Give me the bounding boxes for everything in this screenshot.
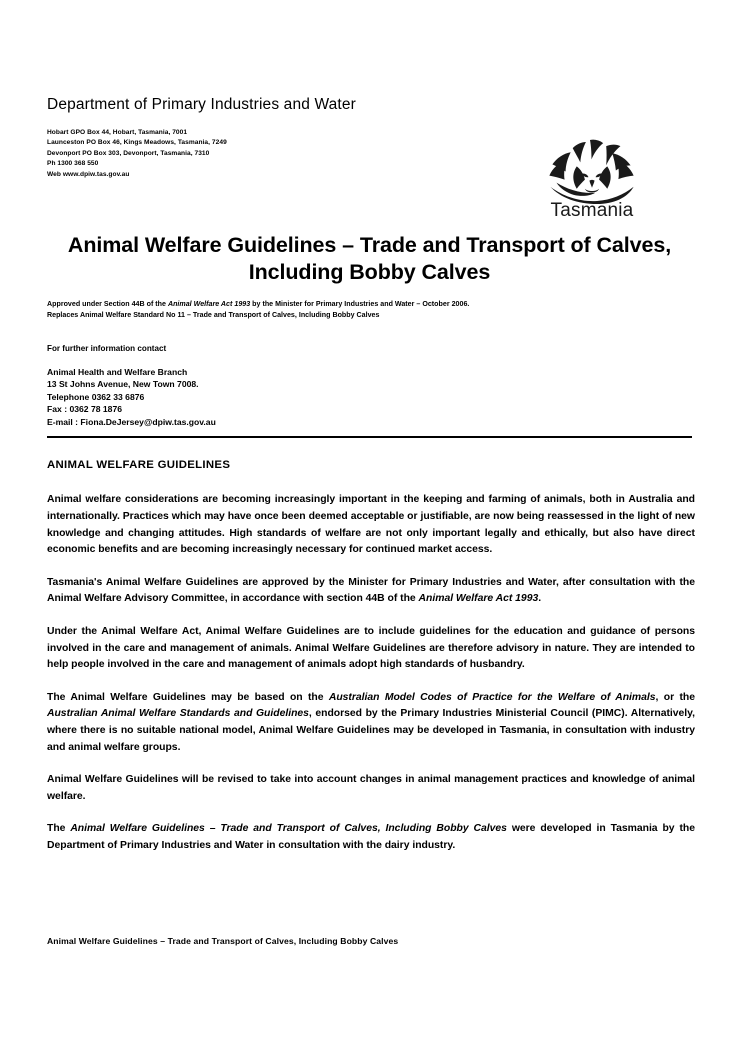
paragraph-4-standards-citation: Australian Animal Welfare Standards and Guidelines bbox=[47, 708, 309, 720]
office-address-block bbox=[47, 128, 227, 180]
paragraph-6 bbox=[47, 821, 695, 855]
approval-line-2: Replaces Animal Welfare Standard No 11 – Trade and Transport of Calves, Including Bobby Calves bbox=[47, 311, 380, 320]
paragraph-6-text-a: The bbox=[47, 823, 71, 835]
paragraph-4-text-c: , endorsed by the Primary Industries Ministerial Council (PIMC). Alternatively, where there is no suitable national model, Animal Welfare Guidelines may be developed in Tasmania, in consultation with industry and animal welfare groups. bbox=[47, 708, 695, 754]
paragraph-2-text-b: . bbox=[538, 593, 542, 605]
address-line-web: Web www.dpiw.tas.gov.au bbox=[47, 170, 130, 178]
approval-text-b: by the Minister for Primary Industries and Water – October 2006. bbox=[250, 300, 470, 308]
tasmania-brand-devil-icon bbox=[541, 138, 643, 204]
paragraph-2-act-citation: Animal Welfare Act 1993 bbox=[418, 593, 539, 605]
address-line-phone: Ph 1300 368 550 bbox=[47, 160, 99, 168]
paragraph-1: Animal welfare considerations are becoming increasingly important in the keeping and farming of animals, both in Australia and internationally. Practices which may have once been deemed acceptable or justifiable, are now being reassessed in the light of new knowledge and changing attitudes. High standards of welfare are not only important legally and ethically, but also have direct economic benefits and are becoming increasingly necessary for continued market access. bbox=[47, 494, 695, 556]
paragraph-2 bbox=[47, 575, 695, 609]
document-title: Animal Welfare Guidelines – Trade and Transport of Calves, Including Bobby Calves bbox=[67, 233, 672, 284]
paragraph-6-guidelines-citation: Animal Welfare Guidelines – Trade and Transport of Calves, Including Bobby Calves bbox=[70, 823, 507, 835]
department-title: Department of Primary Industries and Water bbox=[47, 96, 356, 113]
approval-line-1 bbox=[47, 299, 695, 310]
page-footer: Animal Welfare Guidelines – Trade and Transport of Calves, Including Bobby Calves bbox=[47, 936, 399, 946]
contact-details bbox=[47, 366, 216, 428]
address-line-launceston: Launceston PO Box 46, Kings Meadows, Tasmania, 7249 bbox=[47, 139, 227, 147]
contact-fax: Fax : 0362 78 1876 bbox=[47, 404, 123, 415]
contact-street-address: 13 St Johns Avenue, New Town 7008. bbox=[47, 379, 199, 390]
paragraph-4 bbox=[47, 690, 695, 757]
paragraph-5: Animal Welfare Guidelines will be revised to take into account changes in animal management practices and knowledge of animal welfare. bbox=[47, 774, 695, 803]
horizontal-divider bbox=[47, 436, 692, 438]
address-line-devonport: Devonport PO Box 303, Devonport, Tasmania, 7310 bbox=[47, 149, 210, 157]
section-heading: ANIMAL WELFARE GUIDELINES bbox=[47, 459, 231, 471]
approval-act-citation: Animal Welfare Act 1993 bbox=[167, 300, 251, 308]
tasmania-logo bbox=[527, 138, 657, 230]
contact-telephone: Telephone 0362 33 6876 bbox=[47, 391, 145, 402]
paragraph-4-text-a: The Animal Welfare Guidelines may be based on the bbox=[47, 691, 329, 703]
paragraph-4-text-b: , or the bbox=[655, 691, 695, 703]
contact-lead-label: For further information contact bbox=[47, 344, 167, 353]
tasmania-wordmark: Tasmania bbox=[550, 200, 634, 221]
approval-note bbox=[47, 299, 695, 322]
body-content bbox=[47, 492, 695, 855]
paragraph-6-text-b: were developed in Tasmania by the Department of Primary Industries and Water in consultation with the dairy industry. bbox=[47, 823, 696, 852]
contact-branch: Animal Health and Welfare Branch bbox=[47, 367, 188, 377]
approval-text-a: Approved under Section 44B of the bbox=[47, 300, 168, 308]
paragraph-3: Under the Animal Welfare Act, Animal Welfare Guidelines are to include guidelines for the education and guidance of persons involved in the care and management of animals. Animal Welfare Guidelines are therefore advisory in nature. They are intended to help people involved in the care and management of animals adopt high standards of husbandry. bbox=[47, 625, 695, 671]
address-line-hobart: Hobart GPO Box 44, Hobart, Tasmania, 7001 bbox=[47, 129, 188, 136]
paragraph-2-text-a: Tasmania's Animal Welfare Guidelines are approved by the Minister for Primary Industries and Water, after consultation with the Animal Welfare Advisory Committee, in accordance with section 44B of the bbox=[47, 576, 695, 605]
paragraph-4-codes-citation: Australian Model Codes of Practice for the Welfare of Animals bbox=[328, 691, 656, 703]
contact-email: E-mail : Fiona.DeJersey@dpiw.tas.gov.au bbox=[47, 416, 216, 427]
